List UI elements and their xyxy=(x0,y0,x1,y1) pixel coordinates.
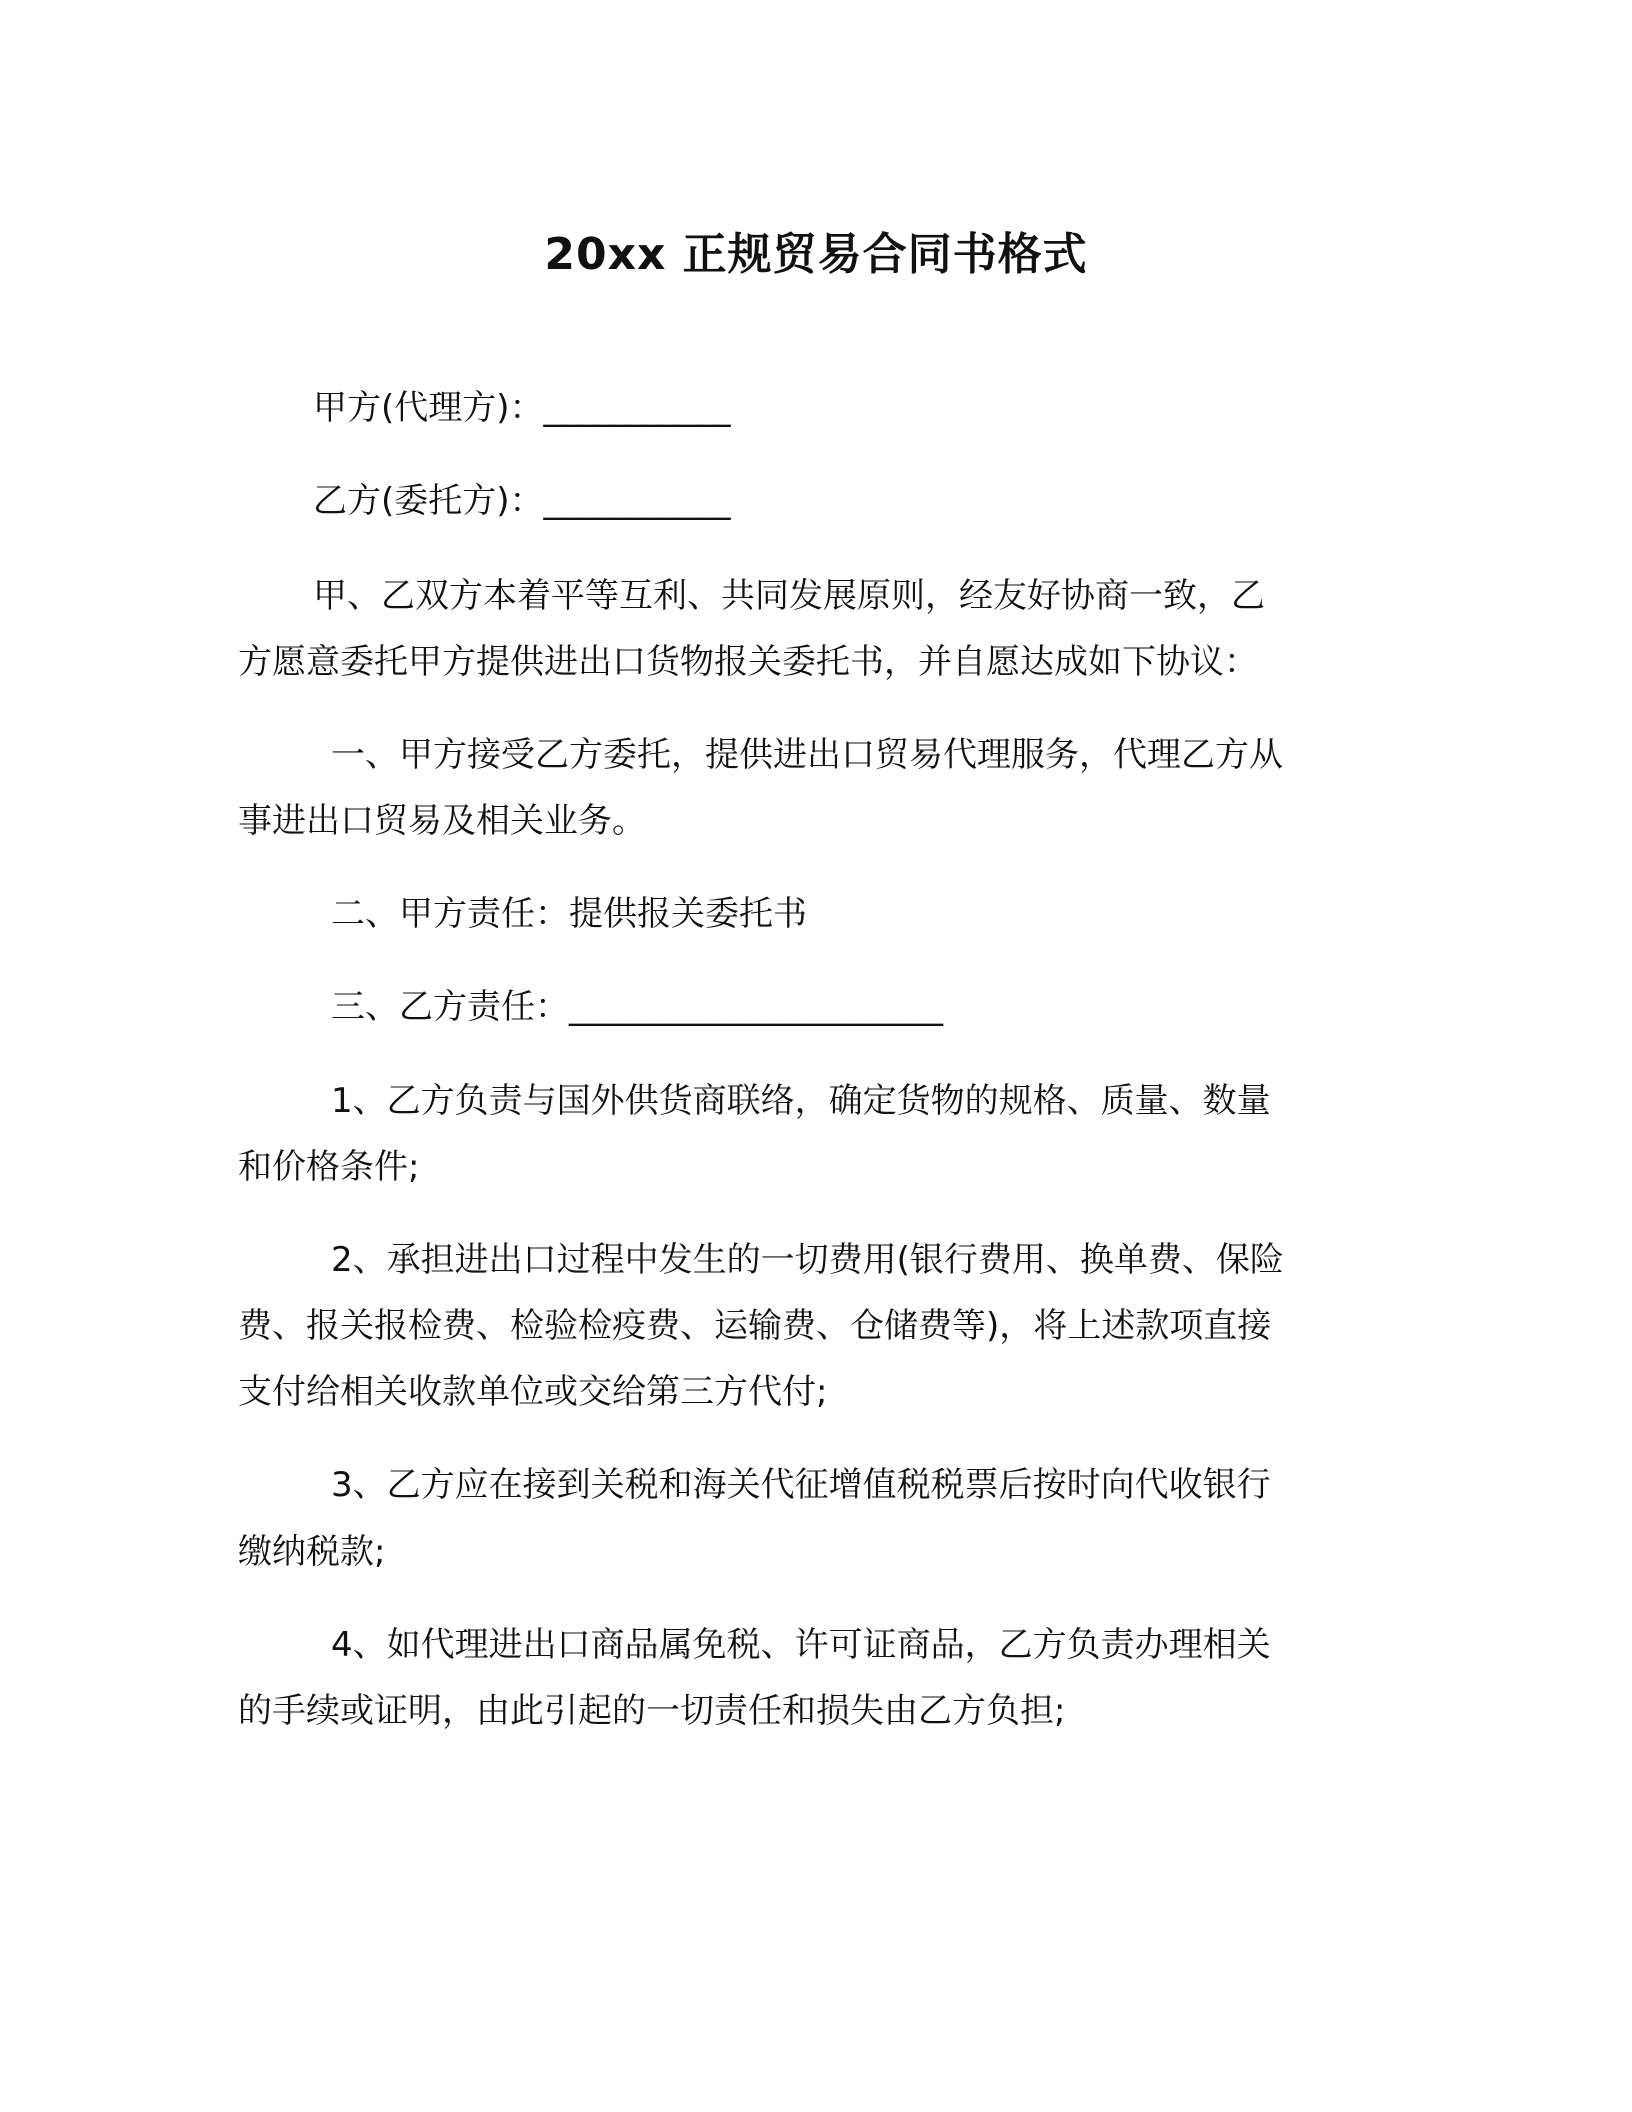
item-2-line-2: 费、报关报检费、检验检疫费、运输费、仓储费等)，将上述款项直接 xyxy=(238,1306,1272,1346)
clause-1-line-2: 事进出口贸易及相关业务。 xyxy=(238,801,646,841)
item-2-line-3: 支付给相关收款单位或交给第三方代付; xyxy=(238,1372,828,1412)
clause-2-line: 二、甲方责任：提供报关委托书 xyxy=(331,894,807,934)
clause-1-line-1: 一、甲方接受乙方委托，提供进出口贸易代理服务，代理乙方从 xyxy=(331,735,1283,775)
item-1-line-2: 和价格条件; xyxy=(238,1147,420,1187)
intro-line-1: 甲、乙双方本着平等互利、共同发展原则，经友好协商一致，乙 xyxy=(313,576,1265,616)
item-3-line-1: 3、乙方应在接到关税和海关代征增值税税票后按时向代收银行 xyxy=(331,1465,1271,1505)
item-3-line-2: 缴纳税款; xyxy=(238,1532,386,1572)
clause-3-line: 三、乙方责任：______________________ xyxy=(331,987,943,1027)
document-title: 20xx 正规贸易合同书格式 xyxy=(544,229,1088,280)
item-1-line-1: 1、乙方负责与国外供货商联络，确定货物的规格、质量、数量 xyxy=(331,1081,1271,1121)
item-2-line-1: 2、承担进出口过程中发生的一切费用(银行费用、换单费、保险 xyxy=(331,1240,1284,1280)
item-4-line-2: 的手续或证明，由此引起的一切责任和损失由乙方负担; xyxy=(238,1691,1066,1731)
party-a-line: 甲方(代理方)：___________ xyxy=(313,388,731,428)
party-b-line: 乙方(委托方)：___________ xyxy=(313,481,731,521)
item-4-line-1: 4、如代理进出口商品属免税、许可证商品，乙方负责办理相关 xyxy=(331,1625,1271,1665)
intro-line-2: 方愿意委托甲方提供进出口货物报关委托书，并自愿达成如下协议： xyxy=(238,642,1258,682)
